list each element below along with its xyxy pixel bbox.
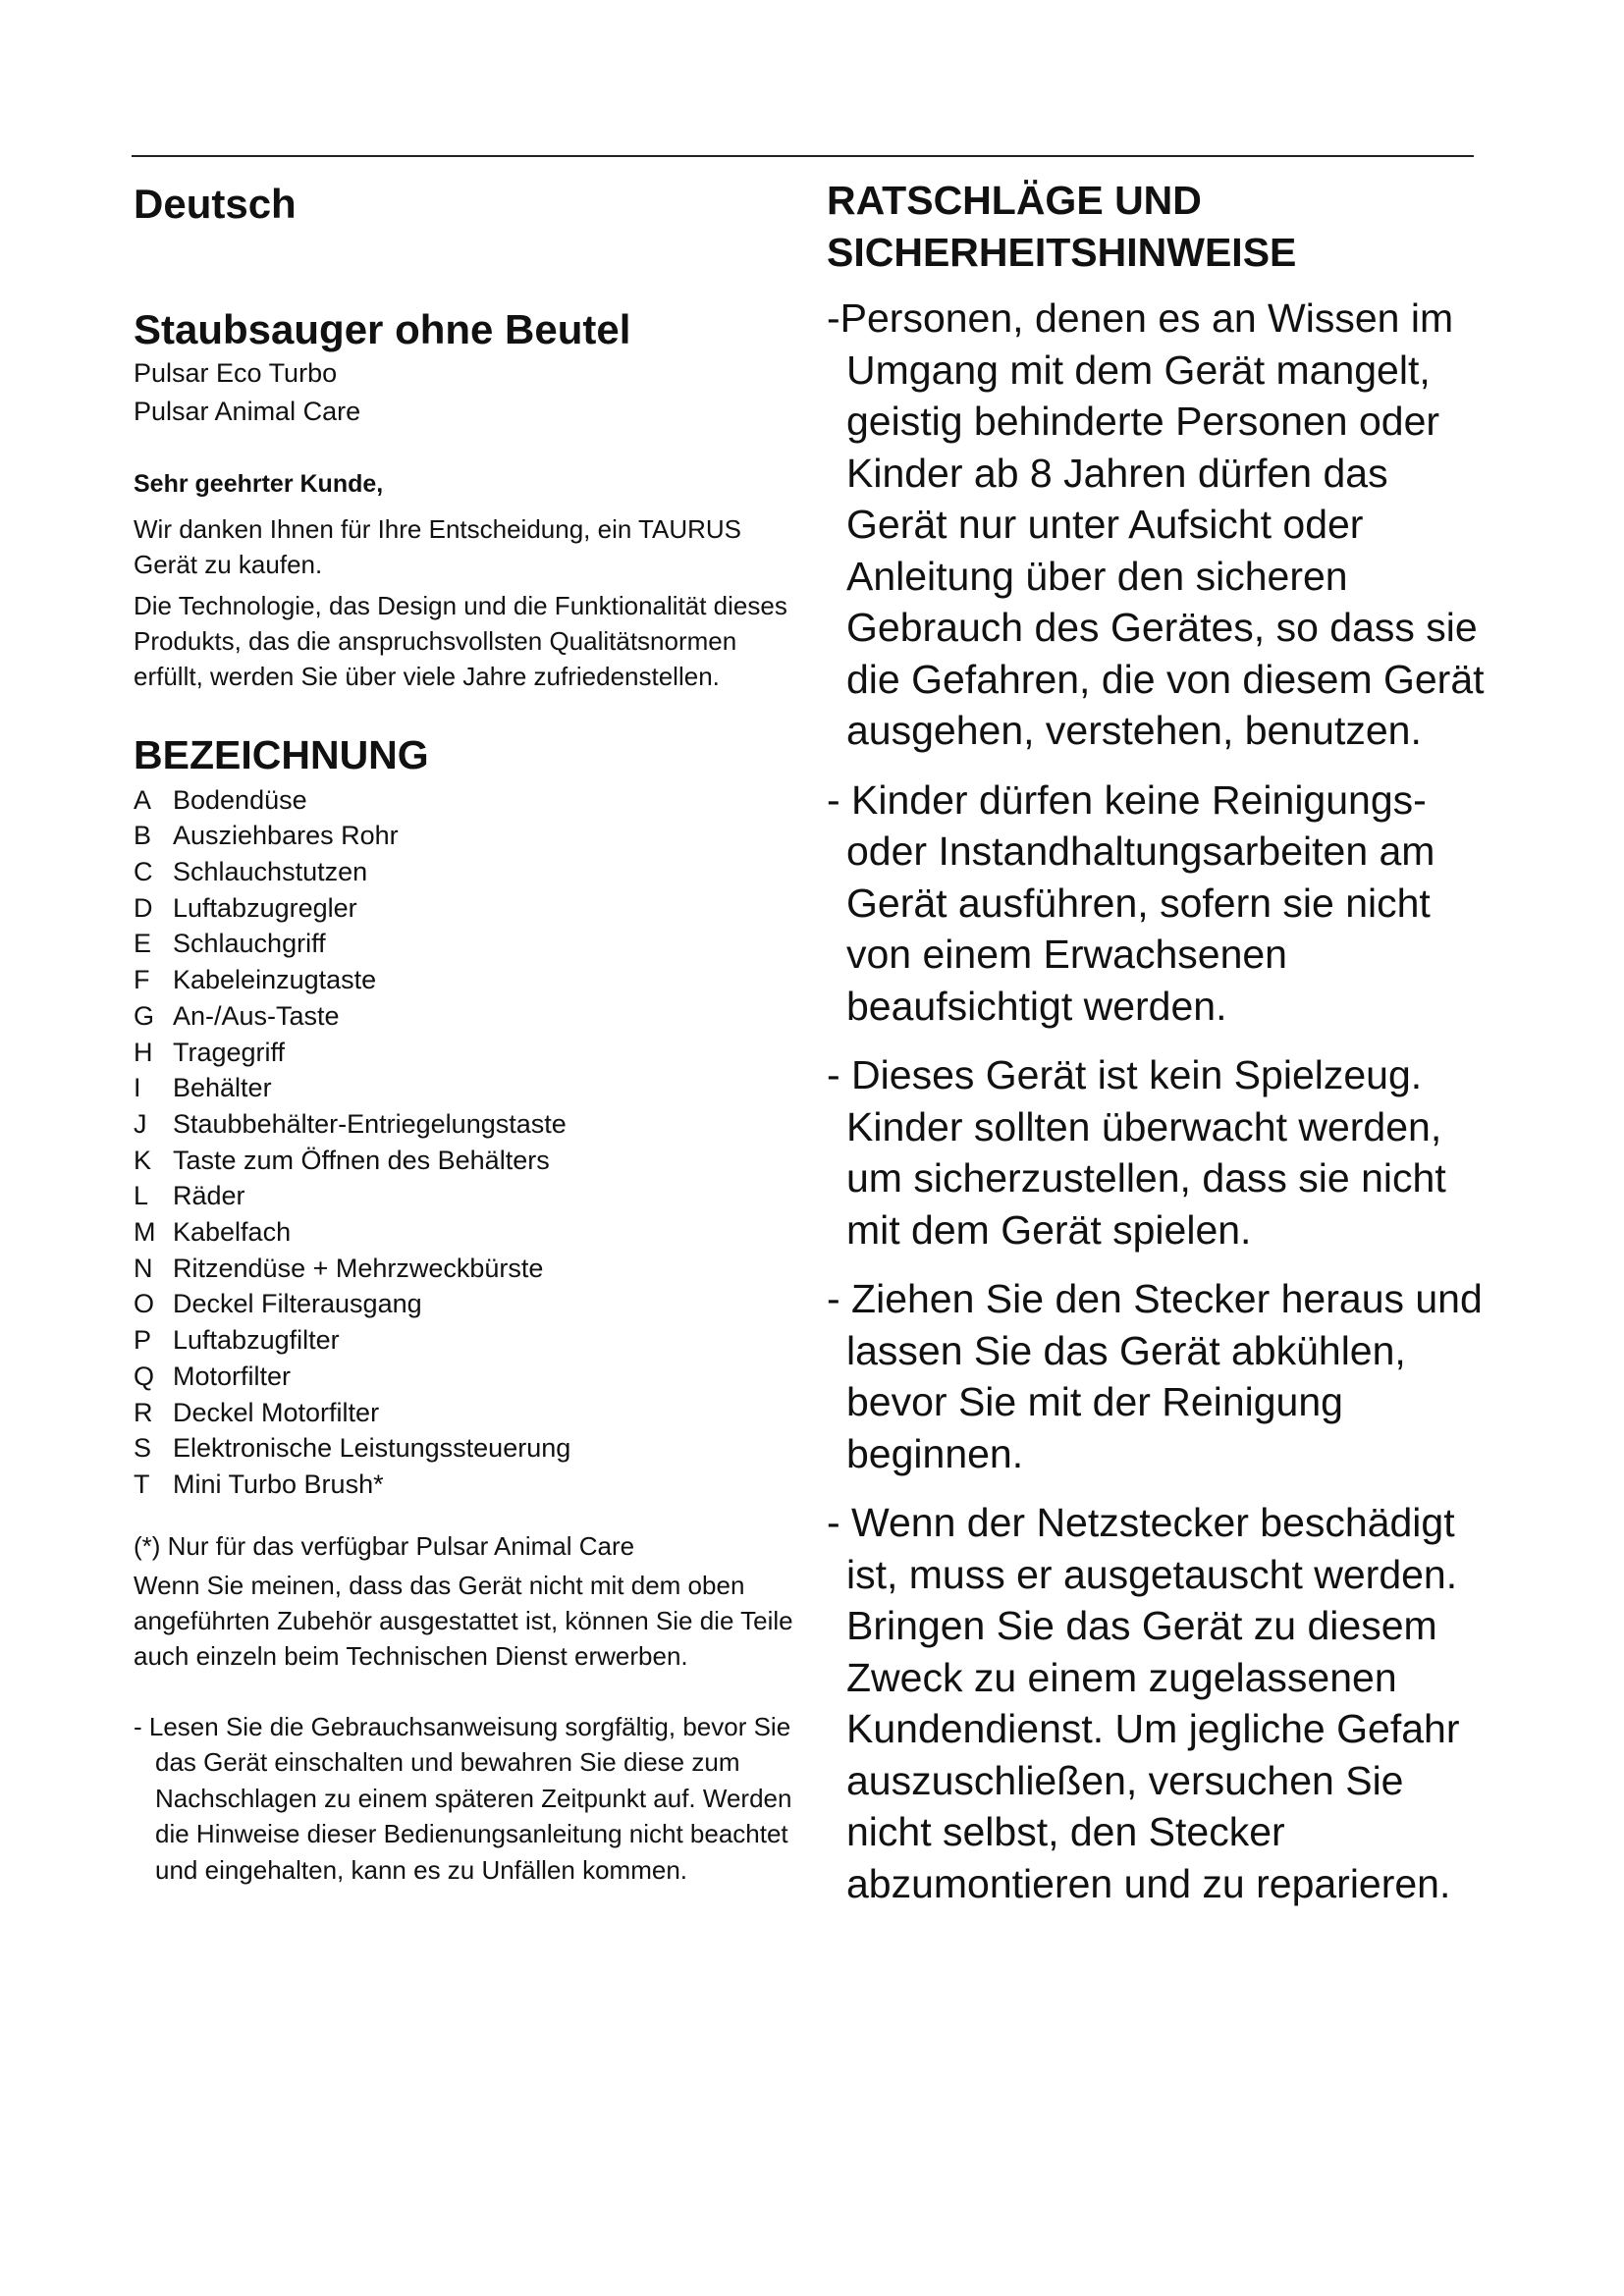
footnote: (*) Nur für das verfügbar Pulsar Animal Care <box>134 1530 635 1561</box>
part-label: Schlauchgriff <box>173 929 326 959</box>
model-name: Pulsar Animal Care <box>134 396 361 426</box>
part-letter: R <box>134 1397 153 1427</box>
part-label: An-/Aus-Taste <box>173 1000 340 1031</box>
part-item <box>134 1070 801 1106</box>
part-label: Tragegriff <box>173 1037 286 1067</box>
part-item <box>134 818 801 854</box>
safety-warning: - Wenn der Netzstecker beschädigt ist, muss er ausgetauscht werden. Bringen Sie das Gerät zu diesem Zweck zu einem zugelassenen Kundendienst. Um jegliche Gefahr auszuschließen, versuchen Sie nicht selbst, den Stecker abzumontieren und zu reparieren. <box>827 1500 1460 1906</box>
part-letter: F <box>134 965 150 995</box>
part-letter: E <box>134 929 152 959</box>
part-item <box>134 1251 801 1287</box>
read-instructions-warning: - Lesen Sie die Gebrauchsanweisung sorgfältig, bevor Sie das Gerät einschalten und bewahren Sie diese zum Nachschlagen zu einem späteren Zeitpunkt auf. Werden die Hinweise dieser Bedienungsanleitung nicht beachtet und eingehalten, kann es zu Unfällen kommen. <box>134 1711 792 1885</box>
part-label: Mini Turbo Brush* <box>173 1468 384 1499</box>
part-label: Motorfilter <box>173 1361 292 1391</box>
safety-warning: -Personen, denen es an Wissen im Umgang mit dem Gerät mangelt, geistig behinderte Personen oder Kinder ab 8 Jahren dürfen das Gerät nur unter Aufsicht oder Anleitung über den sicheren Gebrauch des Gerätes, so dass sie die Gefahren, die von diesem Gerät ausgehen, verstehen, benutzen. <box>827 295 1485 753</box>
part-item <box>134 1178 801 1214</box>
part-label: Luftabzugregler <box>173 892 357 923</box>
part-letter: A <box>134 784 152 815</box>
language-heading: Deutsch <box>134 181 297 227</box>
safety-warning: - Ziehen Sie den Stecker heraus und lassen Sie das Gerät abkühlen, bevor Sie mit der Reinigung beginnen. <box>827 1276 1483 1476</box>
part-item <box>134 854 801 890</box>
part-letter: H <box>134 1037 153 1067</box>
part-label: Elektronische Leistungssteuerung <box>173 1433 571 1464</box>
part-letter: I <box>134 1073 141 1103</box>
top-rule <box>132 155 1474 157</box>
part-label: Kabelfach <box>173 1217 292 1248</box>
left-column <box>134 167 801 1888</box>
part-label: Schlauchstutzen <box>173 856 368 886</box>
part-item <box>134 1467 801 1503</box>
part-letter: C <box>134 856 153 886</box>
part-letter: G <box>134 1000 155 1031</box>
part-label: Deckel Motorfilter <box>173 1397 380 1427</box>
part-label: Bodendüse <box>173 784 307 815</box>
part-item <box>134 1359 801 1395</box>
part-label: Deckel Filterausgang <box>173 1289 422 1319</box>
part-letter: J <box>134 1108 147 1139</box>
part-item <box>134 1035 801 1071</box>
part-item <box>134 1430 801 1467</box>
part-letter: K <box>134 1145 152 1175</box>
safety-warning: - Dieses Gerät ist kein Spielzeug. Kinder sollten überwacht werden, um sicherzustellen, dass sie nicht mit dem Gerät spielen. <box>827 1052 1446 1253</box>
part-item <box>134 890 801 927</box>
part-letter: D <box>134 892 153 923</box>
part-item <box>134 1286 801 1322</box>
part-label: Kabeleinzugtaste <box>173 965 377 995</box>
safety-warning: - Kinder dürfen keine Reinigungs- oder Instandhaltungsarbeiten am Gerät ausführen, sofern sie nicht von einem Erwachsenen beaufsichtigt werden. <box>827 776 1435 1029</box>
intro-paragraph: Die Technologie, das Design und die Funktionalität dieses Produkts, das die anspruchsvollsten Qualitätsnormen erfüllt, werden Sie über viele Jahre zufriedenstellen. <box>134 591 787 692</box>
part-label: Staubbehälter-Entriegelungstaste <box>173 1108 567 1139</box>
part-label: Luftabzugfilter <box>173 1325 340 1356</box>
part-letter: L <box>134 1181 149 1211</box>
part-label: Ausziehbares Rohr <box>173 821 399 851</box>
part-letter: S <box>134 1433 152 1464</box>
part-item <box>134 926 801 962</box>
part-label: Taste zum Öffnen des Behälters <box>173 1145 550 1175</box>
part-label: Ritzendüse + Mehrzweckbürste <box>173 1253 544 1283</box>
designation-heading: BEZEICHNUNG <box>134 732 429 778</box>
parts-list <box>134 782 801 1503</box>
part-letter: O <box>134 1289 155 1319</box>
model-name: Pulsar Eco Turbo <box>134 357 338 388</box>
accessory-note: Wenn Sie meinen, dass das Gerät nicht mit dem oben angeführten Zubehör ausgestattet ist, können Sie die Teile auch einzeln beim Technischen Dienst erwerben. <box>134 1570 793 1671</box>
part-item <box>134 1214 801 1251</box>
part-letter: N <box>134 1253 153 1283</box>
product-title: Staubsauger ohne Beutel <box>134 305 631 352</box>
part-letter: Q <box>134 1361 155 1391</box>
safety-heading: RATSCHLÄGE UND SICHERHEITSHINWEISE <box>827 178 1297 275</box>
greeting: Sehr geehrter Kunde, <box>134 469 384 498</box>
part-letter: B <box>134 821 152 851</box>
right-column <box>827 167 1494 1927</box>
part-letter: M <box>134 1217 156 1248</box>
part-item <box>134 1143 801 1179</box>
part-item <box>134 998 801 1035</box>
part-label: Räder <box>173 1181 245 1211</box>
part-letter: T <box>134 1468 150 1499</box>
part-letter: P <box>134 1325 152 1356</box>
part-item <box>134 1322 801 1359</box>
part-label: Behälter <box>173 1073 272 1103</box>
part-item <box>134 1395 801 1431</box>
part-item <box>134 962 801 998</box>
part-item <box>134 1106 801 1143</box>
intro-paragraph: Wir danken Ihnen für Ihre Entscheidung, ein TAURUS Gerät zu kaufen. <box>134 514 742 580</box>
part-item <box>134 782 801 819</box>
